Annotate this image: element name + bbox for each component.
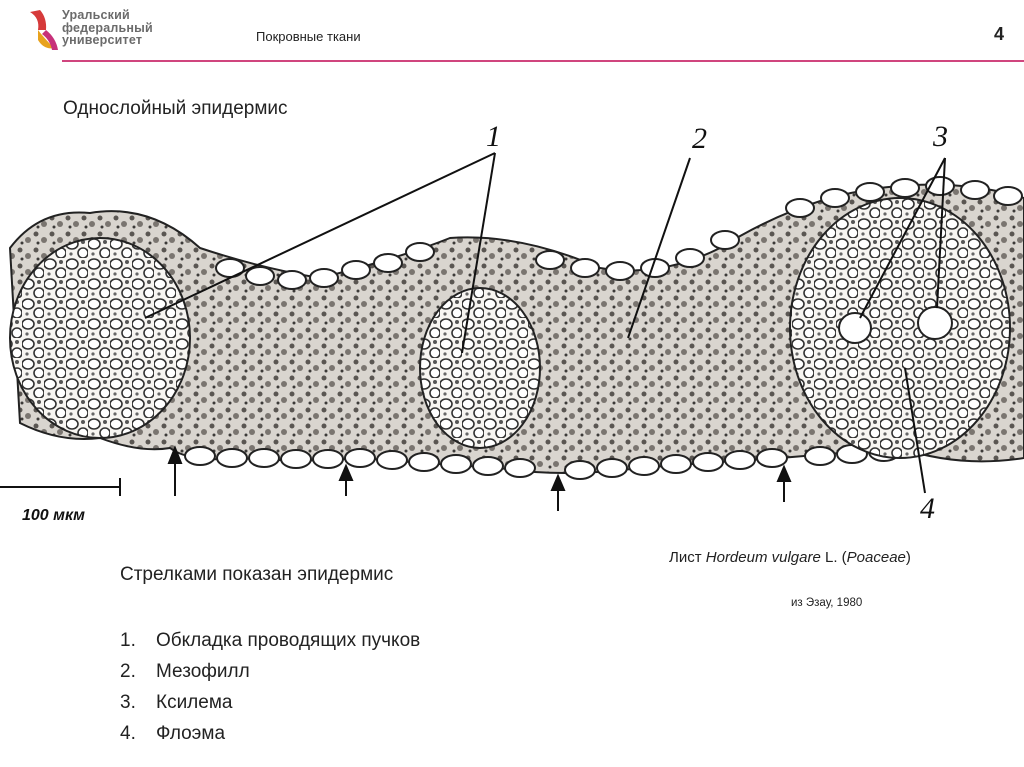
legend-item-text: Флоэма [156,723,226,744]
legend-item [120,687,420,718]
vascular-bundle-right [790,198,1010,458]
legend-item-text: Ксилема [156,692,233,713]
legend-item-text: Мезофилл [156,661,250,682]
slide-heading: Однослойный эпидермис [63,98,288,119]
leaf-cross-section-figure [0,118,1024,528]
caption-suffix: ) [905,549,911,566]
figure-label-1: 1 [486,120,501,153]
caption-author: L. ( [820,549,847,566]
legend-item-number: 4. [120,723,136,744]
figure-label-3: 3 [933,120,948,153]
logo-line-2: федеральный [62,20,153,35]
vascular-bundle-left [10,238,190,438]
caption-family: Poaceae [846,549,906,566]
section-title: Покровные ткани [256,29,361,44]
caption-prefix: Лист [669,549,706,566]
scale-bar-label: 100 мкм [22,507,85,524]
legend-item-number: 2. [120,661,136,682]
legend-item-number: 1. [120,630,136,651]
legend-item-number: 3. [120,692,136,713]
figure-source: из Эзау, 1980 [791,597,863,609]
legend-item [120,656,420,687]
header-divider [62,60,1024,62]
legend-item [120,718,420,749]
figure-caption [669,549,911,566]
page-number: 4 [993,24,1004,44]
figure-label-4: 4 [920,492,935,525]
logo-emblem-icon [26,8,66,54]
vascular-bundle-middle [420,288,540,448]
legend-list [120,625,420,749]
figure-label-2: 2 [692,122,707,155]
legend-intro: Стрелками показан эпидермис [120,564,394,585]
caption-species: Hordeum vulgare [705,549,821,566]
logo-line-1: Уральский [62,8,130,22]
legend-item-text: Обкладка проводящих пучков [156,630,421,651]
logo-line-3: университет [62,33,143,47]
logo-text [62,9,153,47]
legend-item [120,625,420,656]
scale-bar [0,478,120,496]
